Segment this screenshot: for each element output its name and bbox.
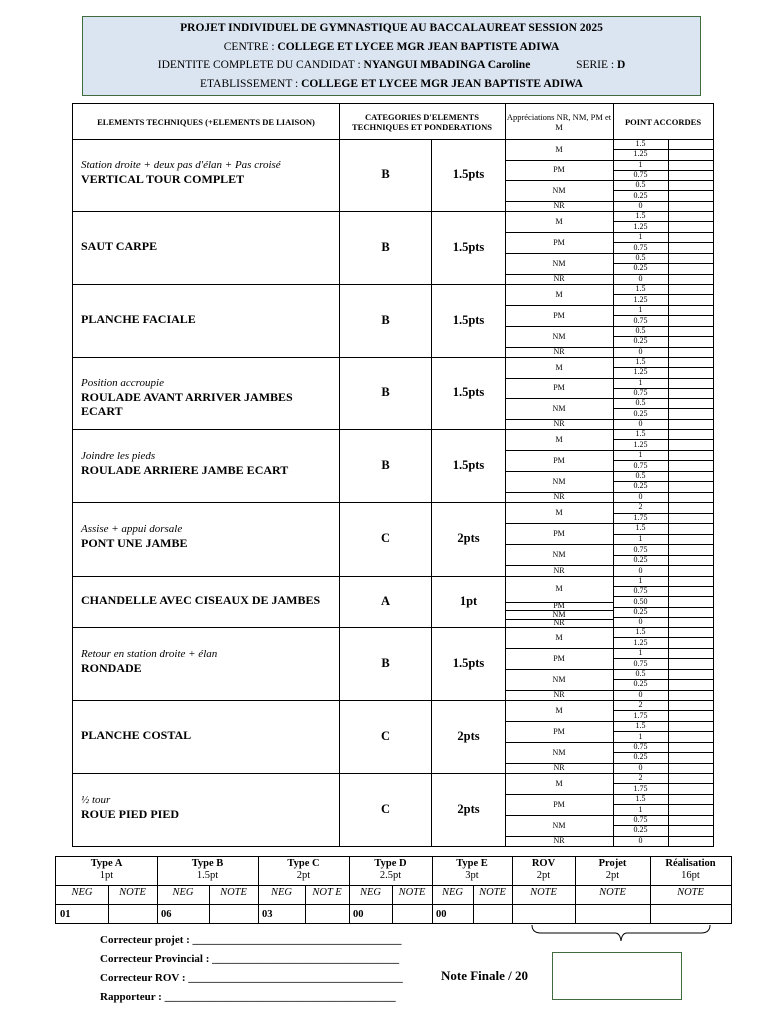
point-input-cell[interactable] [669,649,713,658]
type-label: Type E [456,858,488,869]
appreciation-m: M [555,633,563,642]
point-value: 1.5 [635,284,646,293]
element-name: ROUE PIED PIED [81,807,180,821]
point-input-cell[interactable] [669,171,713,180]
note-finale-label: Note Finale / 20 [441,968,529,983]
point-input-cell[interactable] [669,275,713,284]
point-value: 1 [638,232,643,241]
correcteur-rov-line: Correcteur ROV : _______________________________________ [100,972,403,984]
extra-points: 2pt [605,870,620,881]
note-label: NOTE [119,887,146,898]
point-value: 1.5 [635,794,646,803]
header-appreciations: Appréciations NR, NM, PM et M [506,111,612,132]
appreciation-pm: PM [553,601,565,610]
point-value: 1.5 [635,211,646,220]
point-value: 0.25 [633,191,648,200]
neg-label: NEG [271,887,292,898]
point-value: 1.5 [635,721,646,730]
category-cell: A [380,593,391,608]
appreciation-m: M [555,706,563,715]
appreciation-nr: NR [553,274,565,283]
point-value: 0.5 [635,326,646,335]
point-value: 0.75 [633,815,648,824]
point-input-cell[interactable] [669,451,713,460]
point-value: 0.75 [633,742,648,751]
note-label: NOTE [220,887,247,898]
category-cell: B [381,239,390,254]
appreciation-nm: NM [552,332,566,341]
ponderation-cell: 1.5pts [452,457,485,472]
point-value: 1 [638,534,643,543]
point-input-cell[interactable] [669,368,713,377]
element-name: RONDADE [81,661,142,675]
element-sub: Retour en station droite + élan [81,648,218,660]
element-name: PONT UNE JAMBE [81,536,188,550]
neg-label: NEG [442,887,463,898]
point-value: 1.75 [633,513,648,522]
ponderation-cell: 1.5pts [452,312,485,327]
point-value: 2 [638,502,643,511]
point-value: 1 [638,160,643,169]
summary-table [55,856,732,924]
point-input-cell[interactable] [669,212,713,221]
point-input-cell[interactable] [669,254,713,263]
type-points: 3pt [465,870,479,881]
point-input-cell[interactable] [669,732,713,741]
point-input-cell[interactable] [669,348,713,357]
point-input-cell[interactable] [669,337,713,346]
point-input-cell[interactable] [669,722,713,731]
appreciation-nm: NM [552,550,566,559]
correcteur-provincial-line: Correcteur Provincial : __________________________________ [100,953,400,965]
element-name: ROULADE AVANT ARRIVER JAMBES ECART [81,390,293,418]
point-value: 0.5 [635,398,646,407]
brace-bracket [531,925,711,943]
ponderation-cell: 1.5pts [452,385,485,399]
appreciation-nr: NR [553,690,565,699]
category-cell: B [381,167,390,181]
appreciation-pm: PM [553,800,565,809]
element-name: SAUT CARPE [81,239,158,253]
point-value: 1 [638,648,643,657]
point-value: 0.75 [633,243,648,252]
appreciation-m: M [555,584,563,593]
point-value: 2 [638,700,643,709]
ponderation-cell: 2pts [457,531,480,545]
point-input-cell[interactable] [669,524,713,534]
neg-label: NEG [172,887,194,898]
appreciation-m: M [555,217,563,226]
appreciation-nm: NM [552,259,566,268]
ponderation-cell: 2pts [457,728,480,743]
point-value: 0 [638,763,643,772]
extra-label: Projet [598,858,627,869]
appreciation-nm: NM [552,610,566,619]
category-cell: B [381,457,390,472]
category-cell: C [380,531,391,545]
appreciation-nm: NM [552,748,566,757]
extra-label: Réalisation [665,858,716,869]
point-value: 1.5 [635,523,646,532]
point-input-cell[interactable] [669,243,713,252]
type-points: 2pt [296,870,311,881]
point-input-cell[interactable] [669,222,713,231]
point-input-cell[interactable] [669,399,713,408]
element-name: PLANCHE FACIALE [81,312,196,326]
point-input-cell[interactable] [669,628,713,637]
header-box [82,16,701,96]
category-cell: C [380,728,391,743]
document-title: PROJET INDIVIDUEL DE GYMNASTIQUE AU BACCALAUREAT SESSION 2025 [180,22,603,34]
ponderation-cell: 1pt [459,593,478,608]
extra-note-label: NOTE [530,887,557,898]
appreciation-pm: PM [553,383,565,392]
point-input-cell[interactable] [669,784,713,793]
extra-label: ROV [531,858,556,869]
appreciation-pm: PM [553,165,565,174]
element-sub: Joindre les pieds [81,450,156,462]
extra-points: 2pt [536,870,551,881]
appreciation-m: M [555,435,563,444]
category-cell: C [380,801,391,816]
element-cell [81,728,336,742]
ponderation-cell: 2pts [457,801,480,816]
appreciation-nr: NR [553,566,565,575]
point-value: 0.75 [633,316,648,325]
point-input-cell[interactable] [669,774,713,783]
appreciation-m: M [555,779,563,788]
appreciation-pm: PM [553,238,565,247]
element-cell [81,159,336,186]
point-input-cell[interactable] [669,358,713,367]
point-input-cell[interactable] [669,161,713,170]
element-name: VERTICAL TOUR COMPLET [81,172,245,186]
point-input-cell[interactable] [669,837,713,846]
category-cell: B [381,312,390,327]
point-input-cell[interactable] [669,577,713,586]
appreciation-m: M [555,145,563,154]
element-cell [81,648,336,675]
type-label: Type A [90,858,123,869]
appreciation-m: M [555,363,563,372]
header-categories: CATEGORIES D'ELEMENTS TECHNIQUES ET PONDERATIONS [352,111,492,132]
point-value: 1.75 [633,711,648,720]
appreciation-nr: NR [553,201,565,210]
rapporteur-line: Rapporteur : __________________________________________ [100,991,396,1003]
appreciation-nm: NM [552,186,566,195]
point-input-cell[interactable] [669,472,713,481]
point-input-cell[interactable] [669,379,713,388]
point-input-cell[interactable] [669,701,713,710]
point-value: 0.5 [635,180,646,189]
element-cell [81,312,336,326]
point-value: 1 [638,305,643,314]
point-value: 0 [638,617,643,626]
note-label: NOTE [398,887,426,898]
element-cell [81,377,336,418]
neg-value: 06 [161,909,172,920]
note-input-cell[interactable] [473,905,512,923]
point-input-cell[interactable] [669,659,713,668]
appreciation-nr: NR [553,836,565,845]
ponderation-cell: 1.5pts [452,239,485,254]
point-value: 1.25 [633,440,648,449]
category-cell: B [381,385,390,399]
point-input-cell[interactable] [669,389,713,398]
appreciation-pm: PM [553,529,565,538]
point-input-cell[interactable] [669,503,713,513]
appreciation-pm: PM [553,456,565,465]
point-input-cell[interactable] [669,202,713,211]
point-value: 0.25 [633,825,648,834]
point-input-cell[interactable] [669,618,713,627]
point-input-cell[interactable] [669,638,713,647]
appreciation-pm: PM [553,654,565,663]
appreciation-nr: NR [553,763,565,772]
extra-note-input[interactable] [650,905,731,923]
ponderation-cell: 1.5pts [452,655,485,670]
point-value: 0.5 [635,471,646,480]
point-value: 0.25 [633,679,648,688]
note-label: NOTE [479,887,506,898]
point-value: 0.5 [635,669,646,678]
extra-note-input[interactable] [575,905,650,923]
point-input-cell[interactable] [669,826,713,835]
appreciation-nm: NM [552,675,566,684]
point-input-cell[interactable] [669,680,713,689]
element-cell [81,450,336,477]
point-value: 1.25 [633,149,648,158]
candidate-line: IDENTITE COMPLETE DU CANDIDAT : NYANGUI MBADINGA Caroline SERIE : D [157,59,626,71]
appreciation-m: M [555,508,563,517]
point-input-cell[interactable] [669,743,713,752]
neg-label: NEG [71,887,93,898]
type-label: Type C [287,858,320,869]
appreciation-pm: PM [553,727,565,736]
appreciation-m: M [555,290,563,299]
note-input-cell[interactable] [392,905,432,923]
element-name: ROULADE ARRIERE JAMBE ECART [81,463,289,477]
point-value: 0.25 [633,752,648,761]
element-cell [81,239,336,253]
point-value: 0.75 [633,170,648,179]
point-input-cell[interactable] [669,327,713,336]
point-input-cell[interactable] [669,306,713,315]
point-input-cell[interactable] [669,795,713,804]
point-value: 1.5 [635,139,646,148]
extra-points: 16pt [681,870,700,881]
extra-note-input[interactable] [512,905,575,923]
appreciation-nr: NR [553,492,565,501]
point-input-cell[interactable] [669,440,713,449]
correcteur-projet-line: Correcteur projet : ______________________________________ [100,934,402,946]
point-value: 0 [638,419,643,428]
type-points: 1pt [99,870,114,881]
appreciation-nr: NR [553,419,565,428]
point-value: 0.75 [633,461,648,470]
point-input-cell[interactable] [669,805,713,814]
point-input-cell[interactable] [669,597,713,606]
point-value: 0 [638,690,643,699]
point-value: 0 [638,347,643,356]
note-input-cell[interactable] [305,905,349,923]
point-value: 2 [638,773,643,782]
point-value: 0.25 [633,409,648,418]
type-label: Type D [374,858,407,869]
point-input-cell[interactable] [669,608,713,617]
element-sub: ½ tour [81,794,111,806]
point-input-cell[interactable] [669,181,713,190]
point-input-cell[interactable] [669,691,713,700]
element-sub: Position accroupie [81,377,164,389]
neg-label: NEG [360,887,381,898]
note-input-cell[interactable] [108,905,157,923]
note-finale-box[interactable] [552,952,682,1000]
extra-note-label: NOTE [677,887,704,898]
point-value: 0.75 [633,545,648,554]
category-cell: B [381,655,390,670]
point-value: 0.5 [635,253,646,262]
point-value: 0 [638,274,643,283]
point-value: 0 [638,836,643,845]
point-value: 0.25 [633,263,648,272]
extra-note-label: NOTE [599,887,626,898]
appreciation-nm: NM [552,821,566,830]
neg-value: 01 [60,909,71,920]
point-value: 0 [638,492,643,501]
point-input-cell[interactable] [669,493,713,502]
point-input-cell[interactable] [669,461,713,470]
neg-value: 00 [436,909,447,920]
point-input-cell[interactable] [669,285,713,294]
point-input-cell[interactable] [669,545,713,555]
point-value: 0.25 [633,607,648,616]
point-input-cell[interactable] [669,264,713,273]
point-value: 1.5 [635,429,646,438]
point-value: 0.75 [633,659,648,668]
header-elements: ELEMENTS TECHNIQUES (+ELEMENTS DE LIAISON) [97,116,315,127]
point-value: 0.75 [633,586,648,595]
point-value: 1.25 [633,295,648,304]
point-input-cell[interactable] [669,140,713,149]
point-input-cell[interactable] [669,295,713,304]
point-value: 1.25 [633,638,648,647]
element-name: PLANCHE COSTAL [81,728,192,742]
point-value: 1 [638,450,643,459]
point-input-cell[interactable] [669,233,713,242]
evaluation-table [72,103,714,847]
point-input-cell[interactable] [669,482,713,491]
point-value: 0 [638,201,643,210]
appreciation-nr: NR [553,618,565,627]
point-value: 1 [638,576,643,585]
point-input-cell[interactable] [669,566,713,576]
centre-line: CENTRE : COLLEGE ET LYCEE MGR JEAN BAPTISTE ADIWA [223,41,560,53]
point-input-cell[interactable] [669,420,713,429]
note-label: NOT E [312,887,342,898]
point-input-cell[interactable] [669,764,713,773]
point-value: 1.5 [635,627,646,636]
neg-value: 03 [262,909,273,920]
ponderation-cell: 1.5pts [452,167,485,181]
element-cell [81,593,336,607]
point-value: 1 [638,378,643,387]
appreciation-pm: PM [553,311,565,320]
type-points: 2.5pt [379,870,402,881]
point-input-cell[interactable] [669,409,713,418]
note-input-cell[interactable] [209,905,258,923]
point-input-cell[interactable] [669,150,713,159]
etablissement-line: ETABLISSEMENT : COLLEGE ET LYCEE MGR JEAN BAPTISTE ADIWA [200,78,583,90]
point-input-cell[interactable] [669,753,713,762]
appreciation-nm: NM [552,404,566,413]
point-value: 0.25 [633,336,648,345]
point-input-cell[interactable] [669,430,713,439]
point-value: 0 [638,566,643,575]
element-name: CHANDELLE AVEC CISEAUX DE JAMBES [81,593,321,607]
appreciation-nr: NR [553,347,565,356]
element-sub: Assise + appui dorsale [81,523,183,535]
point-value: 0.50 [633,597,648,606]
point-value: 1.75 [633,784,648,793]
point-value: 0.25 [633,481,648,490]
point-input-cell[interactable] [669,316,713,325]
type-points: 1.5pt [196,870,219,881]
point-input-cell[interactable] [669,711,713,720]
point-value: 1 [638,732,643,741]
point-value: 1.25 [633,222,648,231]
point-value: 1.5 [635,357,646,366]
point-value: 1.25 [633,367,648,376]
element-cell [81,794,336,821]
element-cell [81,523,336,550]
point-input-cell[interactable] [669,191,713,200]
point-input-cell[interactable] [669,587,713,596]
point-input-cell[interactable] [669,816,713,825]
appreciation-nm: NM [552,477,566,486]
point-input-cell[interactable] [669,670,713,679]
neg-value: 00 [353,909,364,920]
type-label: Type B [191,858,224,869]
header-points: POINT ACCORDES [624,116,702,127]
point-value: 0.25 [633,555,648,564]
element-sub: Station droite + deux pas d'élan + Pas croisé [81,159,281,171]
point-value: 1 [638,805,643,814]
point-value: 0.75 [633,388,648,397]
